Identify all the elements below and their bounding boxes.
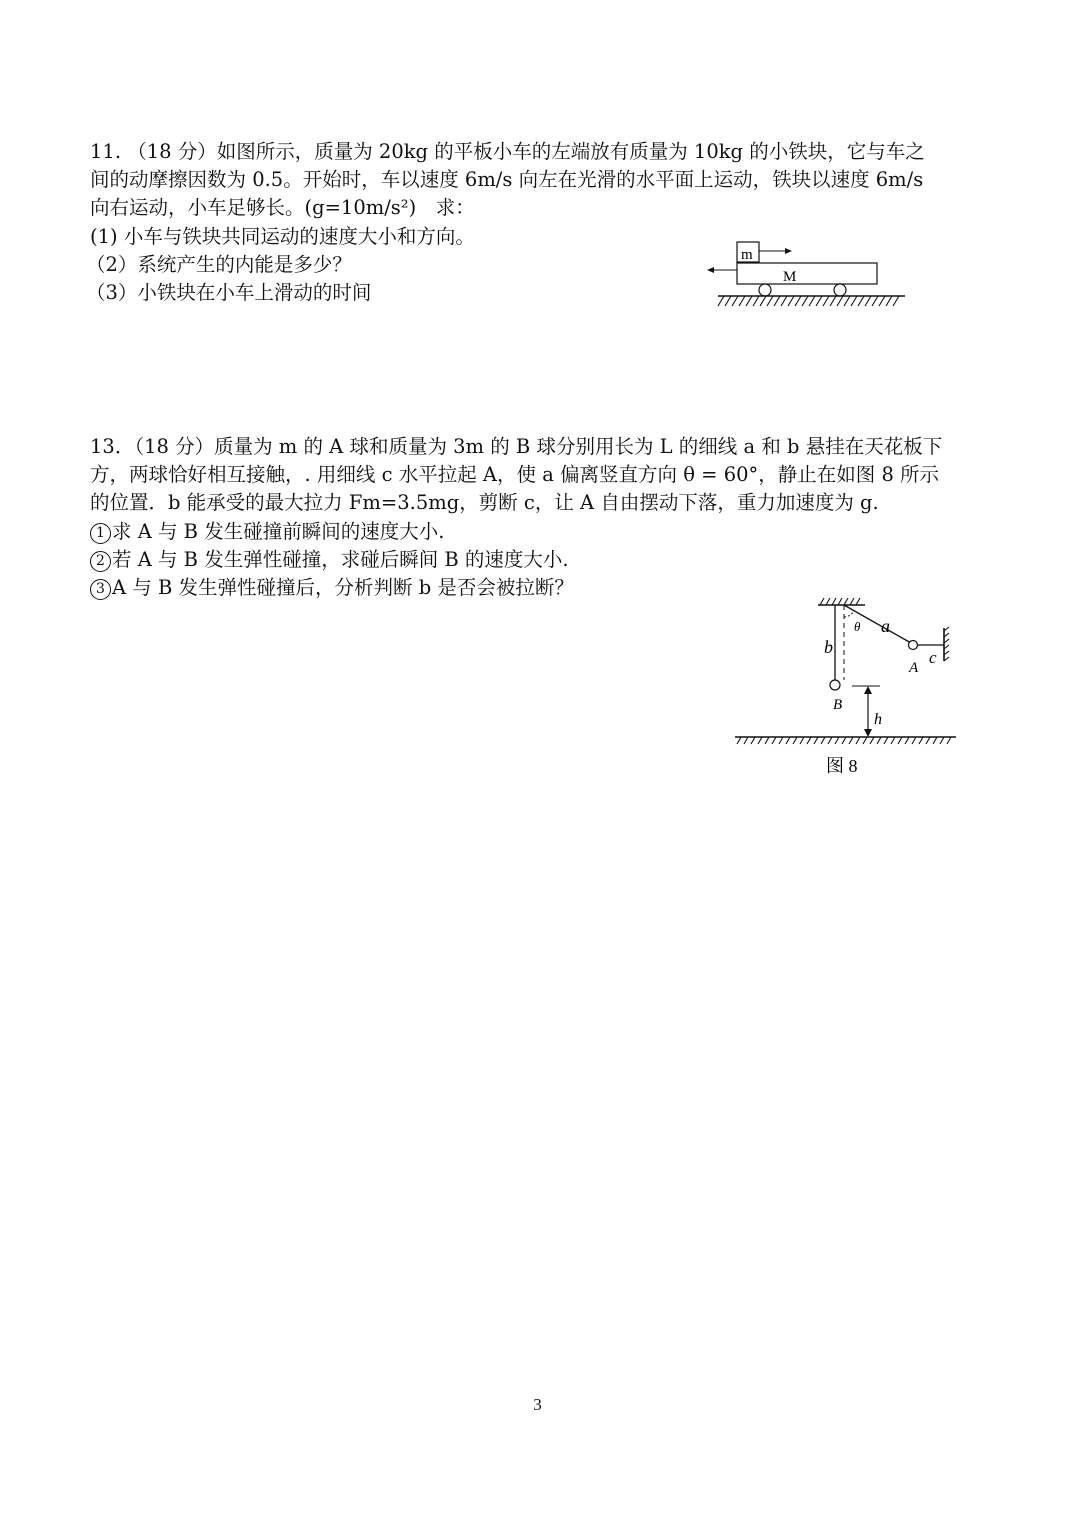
q11-subquestion-3: （3）小铁块在小车上滑动的时间	[86, 281, 372, 304]
theta-label: θ	[854, 619, 861, 634]
string-b-label: b	[824, 637, 833, 657]
ball-b-label: B	[833, 697, 843, 713]
q13-text-line-2: 方，两球恰好相互接触，. 用细线 c 水平拉起 A，使 a 偏离竖直方向 θ = 60°，静止在如图 8 所示	[90, 463, 940, 486]
block-m-label: m	[741, 247, 753, 263]
pendulum-figure	[730, 595, 970, 785]
q11-subquestion-2: （2）系统产生的内能是多少？	[86, 253, 352, 276]
q11-subquestion-1: (1) 小车与铁块共同运动的速度大小和方向。	[90, 225, 475, 248]
q11-text-line-3: 向右运动，小车足够长。(g=10m/s²) 求：	[90, 196, 475, 219]
q13-subquestion-1-text: 求 A 与 B 发生碰撞前瞬间的速度大小.	[112, 520, 445, 543]
string-a-label: a	[881, 616, 890, 636]
q13-text-line-3: 的位置．b 能承受的最大拉力 Fm=3.5mg，剪断 c，让 A 自由摆动下落，重力加速度为 g.	[90, 491, 879, 514]
cart-block-figure	[700, 235, 910, 315]
height-h-label: h	[874, 711, 882, 728]
q11-text-line-2: 间的动摩擦因数为 0.5。开始时，车以速度 6m/s 向左在光滑的水平面上运动，铁块以速度 6m/s	[90, 168, 924, 191]
circled-number-1: 1	[90, 523, 111, 544]
q13-subquestion-2-text: 若 A 与 B 发生弹性碰撞，求碰后瞬间 B 的速度大小.	[112, 548, 569, 571]
q11-text-line-1: 11. （18 分）如图所示，质量为 20kg 的平板小车的左端放有质量为 10kg 的小铁块，它与车之	[90, 140, 925, 163]
page-number: 3	[533, 1395, 542, 1414]
string-c-label: c	[929, 648, 937, 667]
circled-number-2: 2	[90, 551, 111, 572]
q13-subquestion-3	[90, 574, 574, 602]
ball-a-label: A	[909, 660, 919, 676]
q13-subquestion-2	[90, 546, 569, 574]
q13-subquestion-1	[90, 518, 444, 546]
q13-text-line-1: 13．（18 分）质量为 m 的 A 球和质量为 3m 的 B 球分别用长为 L 的细线 a 和 b 悬挂在天花板下	[90, 435, 943, 458]
cart-m-label: M	[783, 269, 797, 285]
circled-number-3: 3	[90, 579, 111, 600]
figure-8-caption: 图 8	[826, 756, 858, 776]
q13-subquestion-3-text: A 与 B 发生弹性碰撞后，分析判断 b 是否会被拉断？	[112, 576, 574, 599]
